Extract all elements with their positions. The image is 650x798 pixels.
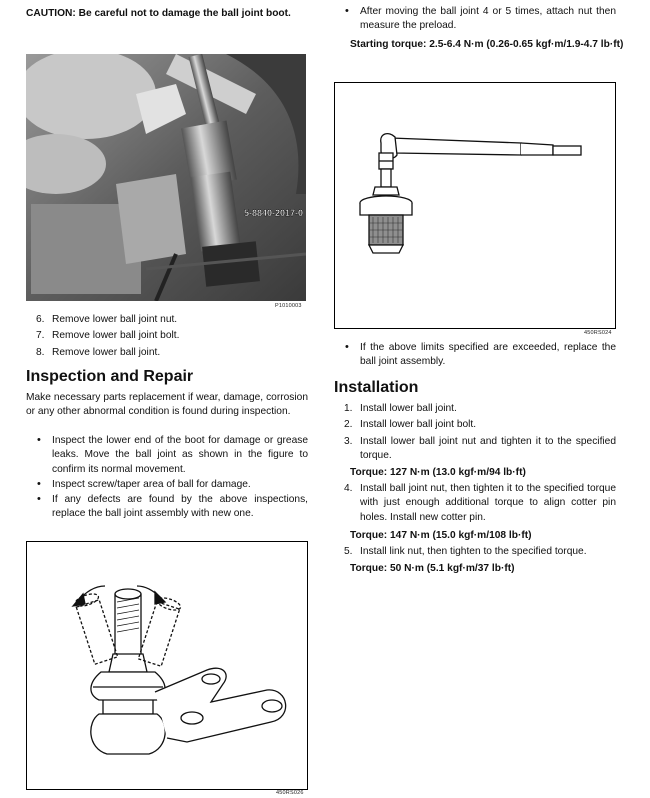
preload-measurement-diagram bbox=[334, 82, 616, 329]
tool-number-label: 5-8840-2017-0 bbox=[244, 208, 304, 218]
list-item: • After moving the ball joint 4 or 5 times, attach nut then measure the preload. bbox=[334, 5, 616, 34]
inspection-bullets bbox=[26, 434, 308, 522]
list-item: • Inspect the lower end of the boot for damage or grease leaks. Move the ball joint as shown in the figure to confirm its normal movement. bbox=[26, 434, 308, 477]
list-item: 5. Install link nut, then tighten to the specified torque. bbox=[344, 546, 587, 557]
inspection-intro: Make necessary parts replacement if wear, damage, corrosion or any other abnormal condition is found during inspection. bbox=[26, 392, 308, 418]
removal-steps-list bbox=[26, 313, 308, 360]
installation-steps-c bbox=[334, 545, 616, 559]
ball-joint-illustration bbox=[27, 542, 307, 789]
list-item: • Inspect screw/taper area of ball for damage. bbox=[26, 478, 308, 492]
exceed-bullet bbox=[334, 341, 616, 370]
list-item: 2. Install lower ball joint bolt. bbox=[344, 419, 477, 431]
preload-bullet bbox=[334, 5, 616, 34]
ball-joint-removal-photo bbox=[26, 54, 306, 301]
torque-spec-2: Torque: 147 N·m (15.0 kgf·m/108 lb·ft) bbox=[350, 530, 532, 541]
installation-steps-a bbox=[334, 402, 616, 463]
list-item: 8. Remove lower ball joint. bbox=[36, 346, 161, 358]
torque-wrench-illustration bbox=[335, 83, 615, 328]
starting-torque-spec: Starting torque: 2.5-6.4 N·m (0.26-0.65 kgf·m/1.9-4.7 lb·ft) bbox=[350, 39, 624, 50]
photo-figure-code: P1010003 bbox=[275, 303, 302, 309]
list-item: • If any defects are found by the above inspections, replace the ball joint assembly with new one. bbox=[26, 493, 308, 522]
torque-spec-3: Torque: 50 N·m (5.1 kgf·m/37 lb·ft) bbox=[350, 563, 515, 574]
list-item: 6. Remove lower ball joint nut. bbox=[36, 314, 178, 325]
list-item: • If the above limits specified are exceeded, replace the ball joint assembly. bbox=[334, 341, 616, 370]
installation-steps-b bbox=[334, 482, 616, 525]
ball-joint-diagram bbox=[26, 541, 308, 790]
inspection-heading: Inspection and Repair bbox=[26, 368, 194, 385]
list-item: 4. Install ball joint nut, then tighten it to the specified torque with just enough additional torque to align cotter pin holes. Install new cotter pin. bbox=[344, 483, 616, 523]
installation-heading: Installation bbox=[334, 379, 419, 396]
torque-spec-1: Torque: 127 N·m (13.0 kgf·m/94 lb·ft) bbox=[350, 467, 526, 478]
list-item: 7. Remove lower ball joint bolt. bbox=[36, 330, 180, 342]
list-item: 3. Install lower ball joint nut and tighten it to the specified torque. bbox=[344, 435, 616, 461]
caution-note: CAUTION: Be careful not to damage the ball joint boot. bbox=[26, 8, 291, 19]
diagram-figure-code: 450RS026 bbox=[276, 790, 304, 796]
removal-photo-illustration bbox=[26, 54, 306, 301]
list-item: 1. Install lower ball joint. bbox=[344, 403, 457, 414]
preload-figure-code: 450RS024 bbox=[584, 330, 612, 336]
